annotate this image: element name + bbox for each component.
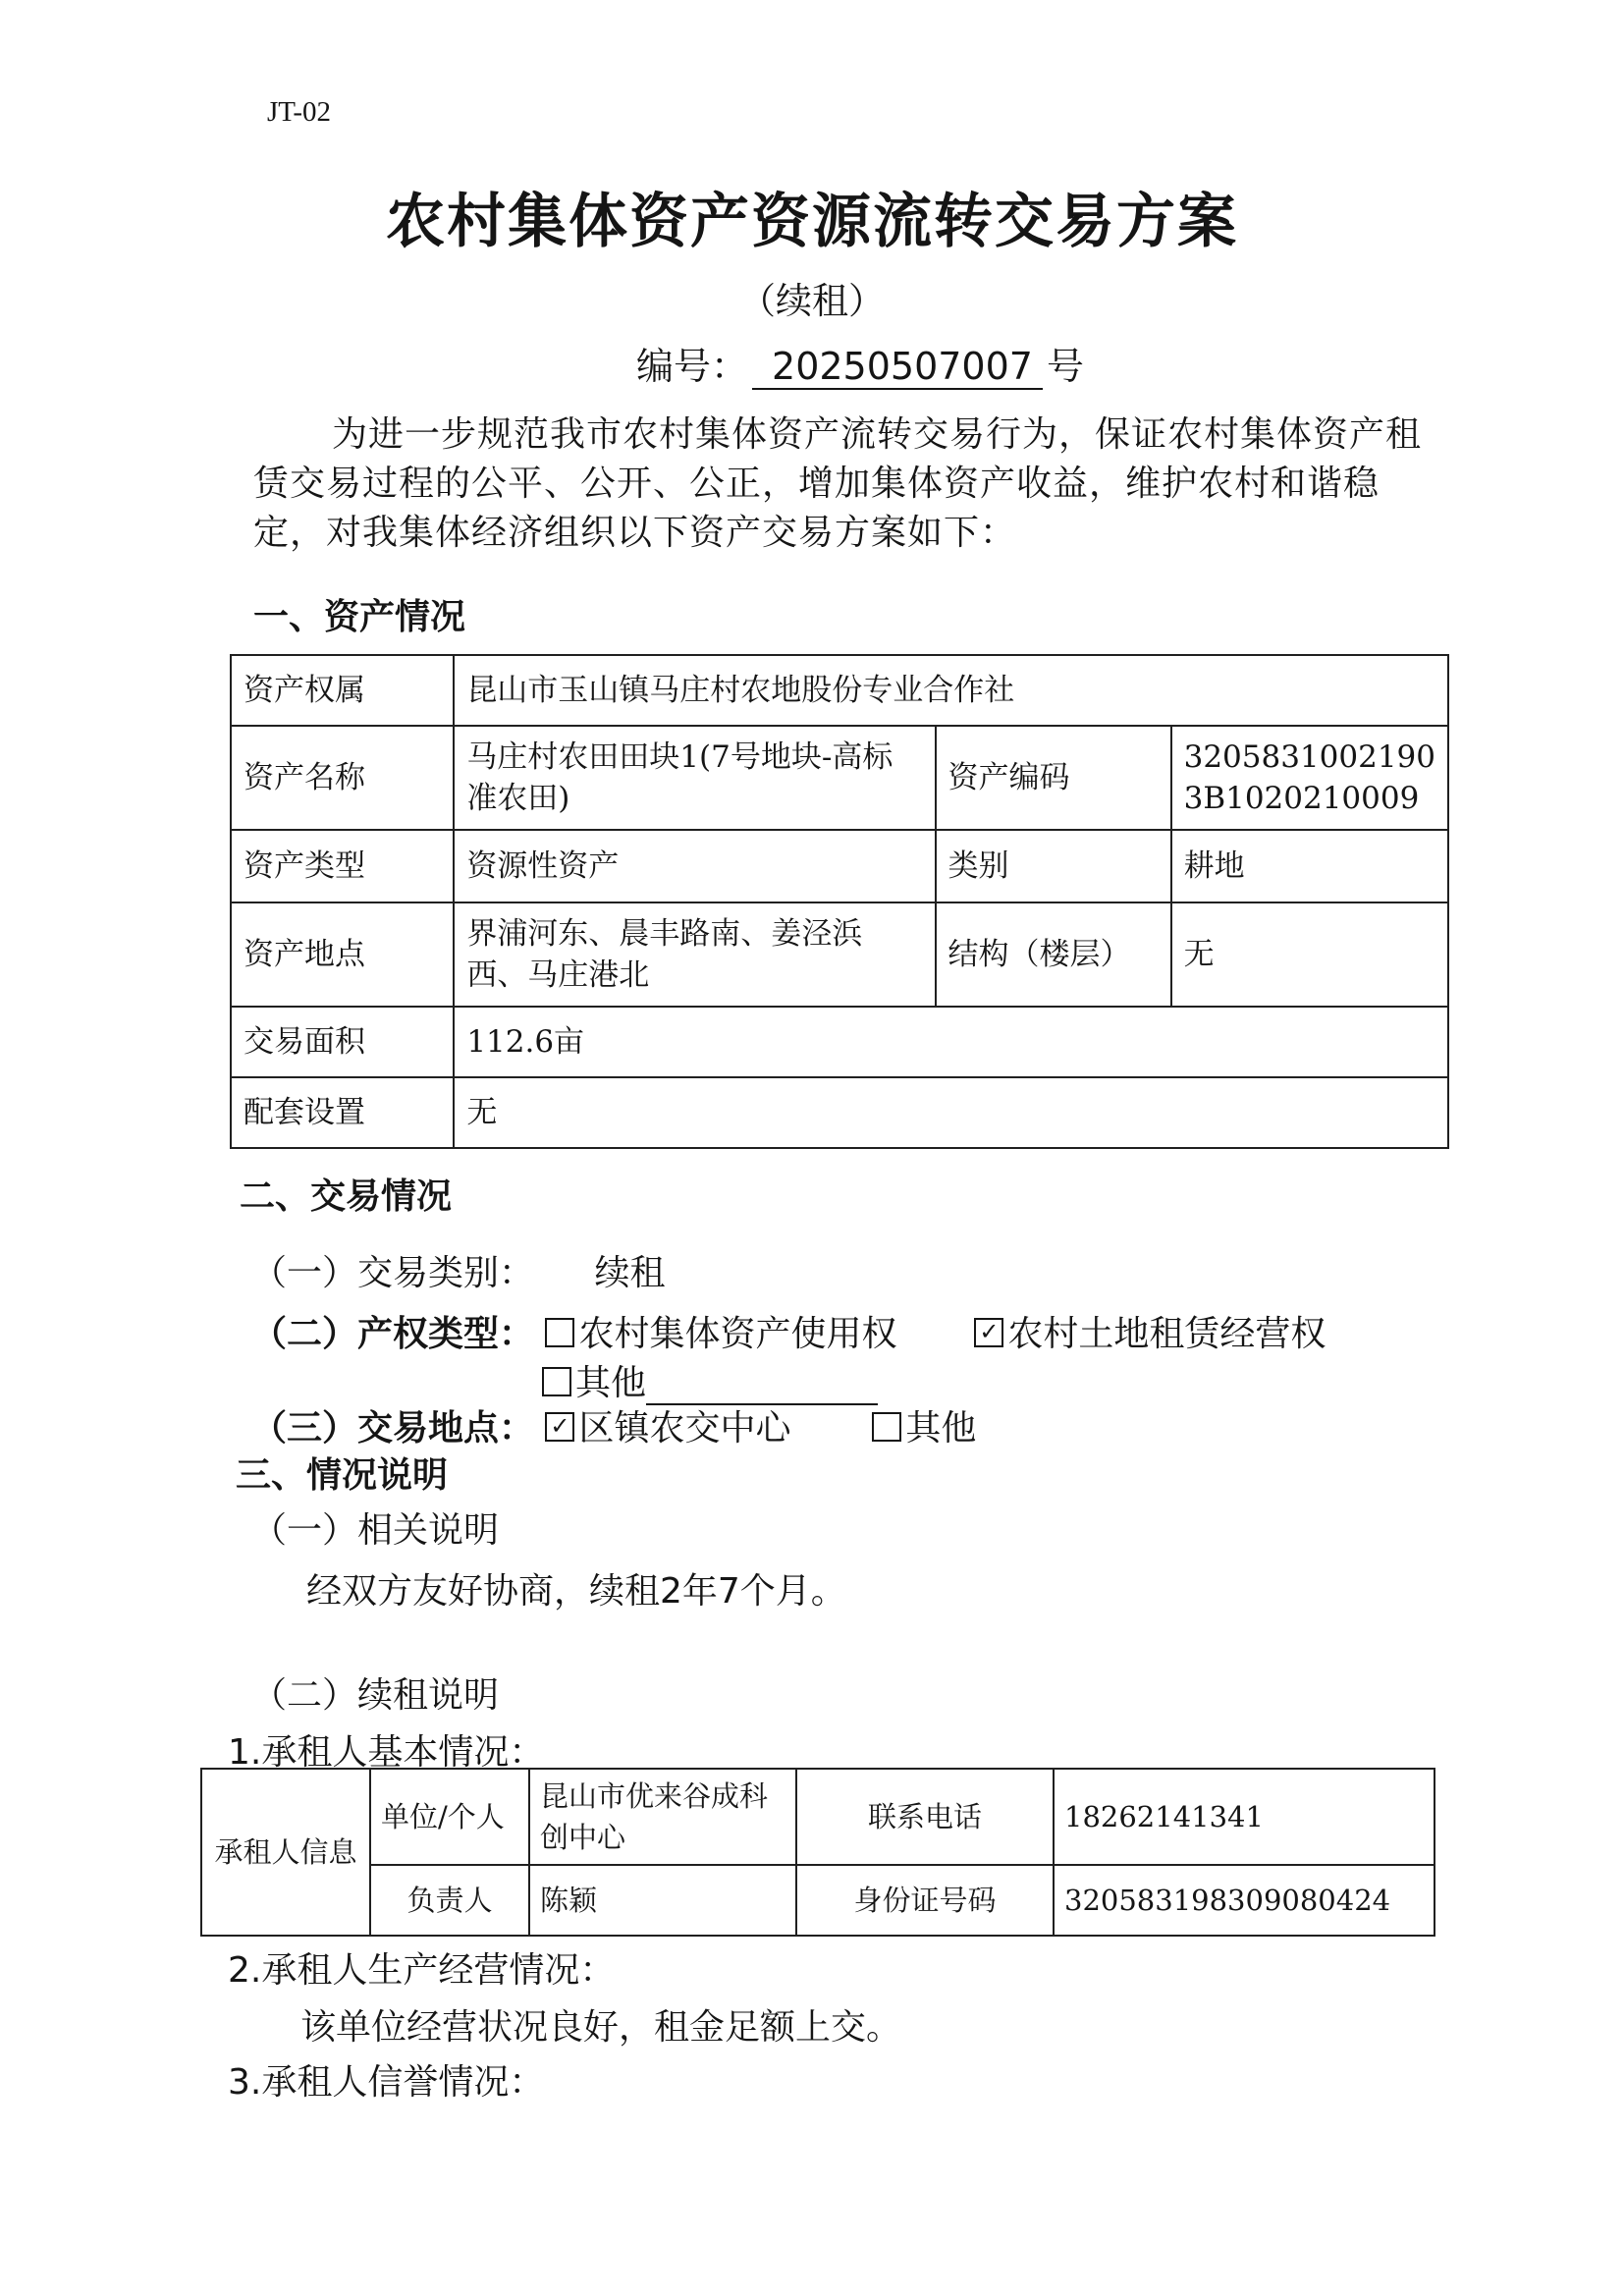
property-option-other: 其他: [575, 1363, 647, 1403]
asset-code-line-2: 3B1020210009: [1183, 781, 1420, 816]
document-subtitle: （续租）: [739, 280, 885, 322]
intro-paragraph: 为进一步规范我市农村集体资产流转交易行为，保证农村集体资产租赁交易过程的公平、公开、公正，增加集体资产收益，维护农村和谐稳定，对我集体经济组织以下资产交易方案如下：: [253, 414, 1423, 553]
location-option-other: 其他: [905, 1408, 977, 1449]
asset-name-value: 马庄村农田田块1(7号地块-高标准农田): [454, 726, 935, 830]
related-explanation-text: 经双方友好协商，续租2年7个月。: [306, 1571, 846, 1612]
unit-label: 单位/个人: [370, 1769, 529, 1865]
lessee-table: [200, 1768, 1435, 1937]
renewal-explanation-heading: （二）续租说明: [251, 1675, 500, 1716]
ownership-value: 昆山市玉山镇马庄村农地股份专业合作社: [454, 655, 1448, 726]
property-option-collective-use: 农村集体资产使用权: [578, 1314, 897, 1354]
asset-location-value: 界浦河东、晨丰路南、姜泾浜西、马庄港北: [454, 902, 935, 1007]
section-explanation-heading: 三、情况说明: [236, 1455, 449, 1496]
number-suffix: 号: [1046, 345, 1084, 388]
section-transaction-heading: 二、交易情况: [240, 1176, 453, 1217]
category-value: 耕地: [1171, 830, 1448, 902]
table-row: [201, 1865, 1435, 1936]
checkbox-checked-icon[interactable]: ✓: [974, 1318, 1003, 1347]
structure-label: 结构（楼层）: [936, 902, 1171, 1007]
phone-label: 联系电话: [796, 1769, 1054, 1865]
property-type-line: [251, 1306, 1326, 1356]
table-row: [231, 726, 1448, 830]
asset-type-label: 资产类型: [231, 830, 454, 902]
facility-value: 无: [454, 1077, 1448, 1148]
related-explanation-heading: （一）相关说明: [251, 1510, 500, 1551]
asset-location-label: 资产地点: [231, 902, 454, 1007]
asset-code-line-1: 3205831002190: [1183, 739, 1435, 775]
table-row: [231, 1077, 1448, 1148]
property-option-land-lease: 农村土地租赁经营权: [1007, 1314, 1326, 1354]
transaction-location-label: （三）交易地点：: [251, 1408, 535, 1449]
lessee-credit-heading: 3.承租人信誉情况：: [228, 2062, 545, 2103]
table-row: [231, 655, 1448, 726]
checkbox-unchecked-icon[interactable]: [542, 1367, 571, 1396]
transaction-type-line: [251, 1245, 665, 1295]
person-value: 陈颖: [529, 1865, 796, 1936]
number-label: 编号：: [636, 345, 749, 388]
checkbox-unchecked-icon[interactable]: [872, 1412, 901, 1442]
asset-table: [230, 654, 1449, 1149]
transaction-type-label: （一）交易类别：: [251, 1253, 535, 1293]
section-asset-heading: 一、资产情况: [253, 597, 466, 637]
lessee-info-label: 承租人信息: [201, 1769, 370, 1936]
property-type-label: （二）产权类型：: [251, 1314, 535, 1354]
ownership-label: 资产权属: [231, 655, 454, 726]
location-option-center: 区镇农交中心: [578, 1408, 791, 1449]
id-label: 身份证号码: [796, 1865, 1054, 1936]
transaction-type-value: 续租: [594, 1253, 666, 1293]
table-row: [231, 830, 1448, 902]
asset-name-label: 资产名称: [231, 726, 454, 830]
checkbox-unchecked-icon[interactable]: [545, 1318, 574, 1347]
area-label: 交易面积: [231, 1007, 454, 1077]
id-value: 320583198309080424: [1054, 1865, 1435, 1936]
document-code: JT-02: [267, 96, 331, 128]
unit-value: 昆山市优来谷成科创中心: [529, 1769, 796, 1865]
document-number-line: [636, 336, 1084, 390]
document-title: 农村集体资产资源流转交易方案: [386, 188, 1238, 256]
table-row: [201, 1769, 1435, 1865]
structure-value: 无: [1171, 902, 1448, 1007]
asset-code-label: 资产编码: [936, 726, 1171, 830]
category-label: 类别: [936, 830, 1171, 902]
number-value: 20250507007: [752, 345, 1043, 390]
lessee-basic-heading: 1.承租人基本情况：: [228, 1732, 545, 1773]
property-type-other-line: [542, 1355, 878, 1405]
lessee-operation-text: 该单位经营状况良好，租金足额上交。: [300, 2007, 902, 2048]
person-label: 负责人: [370, 1865, 529, 1936]
table-row: [231, 902, 1448, 1007]
lessee-operation-heading: 2.承租人生产经营情况：: [228, 1950, 616, 1991]
transaction-location-line: [251, 1400, 976, 1450]
checkbox-checked-icon[interactable]: ✓: [545, 1412, 574, 1442]
area-value: 112.6亩: [454, 1007, 1448, 1077]
asset-code-value: [1171, 726, 1448, 830]
table-row: [231, 1007, 1448, 1077]
asset-type-value: 资源性资产: [454, 830, 935, 902]
phone-value: 18262141341: [1054, 1769, 1435, 1865]
facility-label: 配套设置: [231, 1077, 454, 1148]
